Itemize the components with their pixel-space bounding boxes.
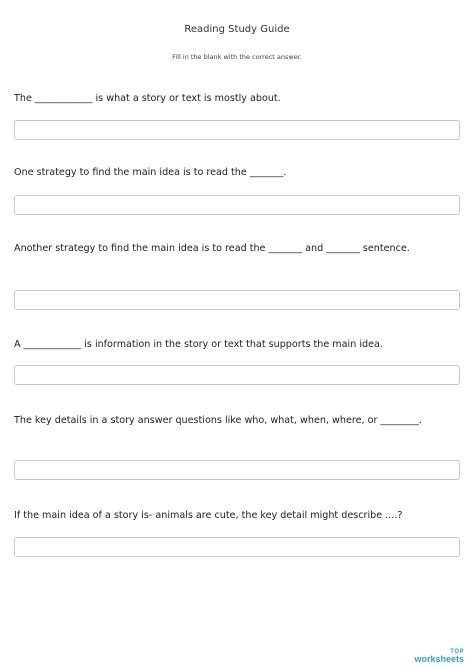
- answer-field-5[interactable]: [14, 460, 460, 480]
- question-2: One strategy to find the main idea is to read the _______.: [14, 167, 287, 178]
- brand-logo: [414, 649, 464, 664]
- question-4: A ____________ is information in the story or text that supports the main idea.: [14, 339, 383, 350]
- question-5: The key details in a story answer questions like who, what, when, where, or ________.: [14, 415, 422, 426]
- worksheet-instructions: Fill in the blank with the correct answer.: [172, 53, 302, 61]
- question-1: The ____________ is what a story or text is mostly about.: [14, 93, 281, 104]
- answer-field-6[interactable]: [14, 537, 460, 557]
- answer-field-3[interactable]: [14, 290, 460, 310]
- answer-field-2[interactable]: [14, 195, 460, 215]
- question-3: Another strategy to find the main idea is to read the _______ and _______ sentence.: [14, 243, 410, 254]
- answer-field-4[interactable]: [14, 365, 460, 385]
- answer-field-1[interactable]: [14, 120, 460, 140]
- brand-logo-name: worksheets: [414, 654, 464, 664]
- brand-logo-top: TOP: [450, 649, 464, 655]
- worksheet-title: Reading Study Guide: [184, 24, 290, 35]
- question-6: If the main idea of a story is- animals are cute, the key detail might describe ....?: [14, 510, 403, 521]
